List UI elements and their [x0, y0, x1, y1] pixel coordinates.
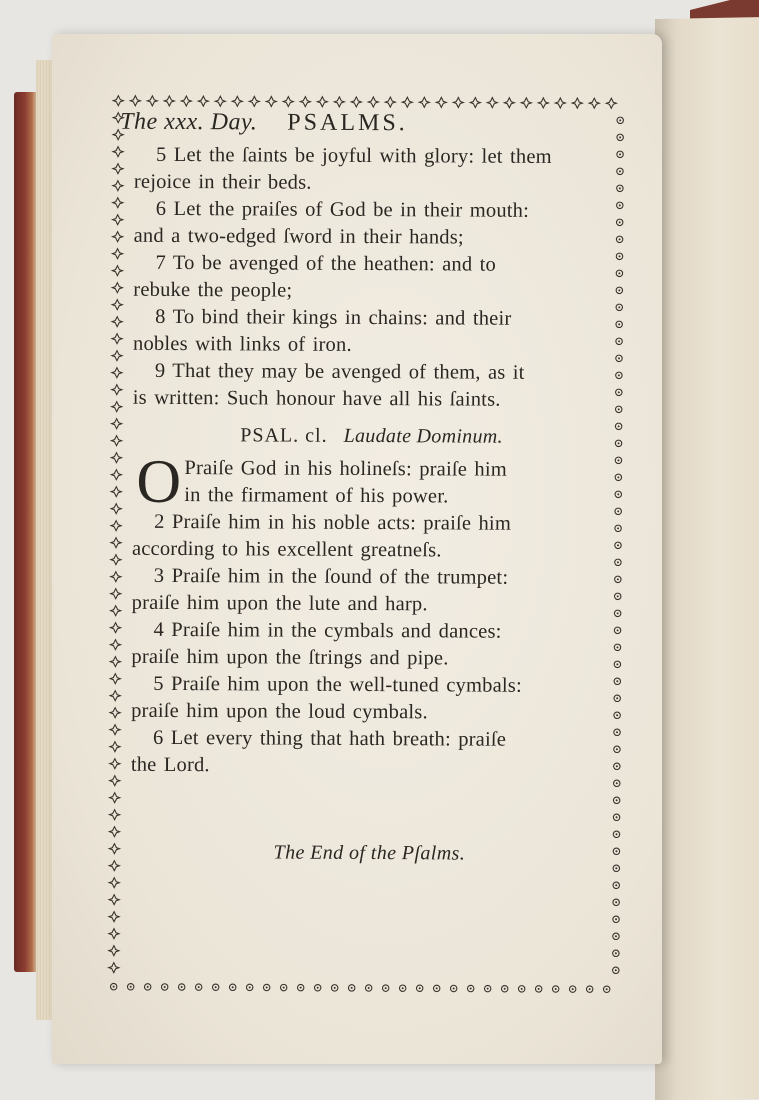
border-ornament: [348, 985, 354, 991]
psalm-150-verse-1: O Praiſe God in his holineſs: praiſe him in the firmament of his power.: [136, 447, 507, 517]
border-ornament: [263, 984, 269, 990]
border-ornament: [616, 355, 622, 361]
border-ornament: [109, 963, 119, 973]
border-ornament: [164, 96, 174, 106]
border-ornament: [617, 168, 623, 174]
border-ornament: [113, 198, 123, 208]
page-text: [120, 108, 612, 866]
border-ornament: [109, 861, 119, 871]
border-ornament: [111, 572, 121, 582]
border-ornament: [399, 985, 405, 991]
border-ornament: [613, 848, 619, 854]
border-ornament: [113, 232, 123, 242]
border-ornament: [110, 657, 120, 667]
border-ornament: [195, 984, 201, 990]
border-ornament: [317, 97, 327, 107]
border-ornament: [334, 97, 344, 107]
border-ornament: [614, 627, 620, 633]
border-ornament: [111, 470, 121, 480]
border-ornament: [614, 661, 620, 667]
border-ornament: [109, 844, 119, 854]
border-ornament: [419, 97, 429, 107]
border-ornament: [109, 827, 119, 837]
border-ornament: [552, 986, 558, 992]
border-ornament: [484, 985, 490, 991]
border-ornament: [144, 984, 150, 990]
border-ornament: [198, 96, 208, 106]
border-ornament: [572, 98, 582, 108]
border-ornament: [109, 929, 119, 939]
border-ornament: [130, 96, 140, 106]
psalm-150-verse-4: 4 Praiſe him in the cymbals and dances: praiſe him upon the ſtrings and pipe.: [131, 618, 502, 670]
border-ornament: [112, 351, 122, 361]
border-ornament: [110, 759, 120, 769]
border-ornament: [518, 986, 524, 992]
border-ornament: [433, 985, 439, 991]
border-ornament: [111, 589, 121, 599]
border-ornament: [616, 253, 622, 259]
border-ornament: [617, 185, 623, 191]
psalm-150-verse-3: 3 Praiſe him in the ſound of the trumpet: praiſe him upon the lute and harp.: [131, 564, 509, 616]
border-ornament: [109, 912, 119, 922]
border-ornament: [615, 491, 621, 497]
border-ornament: [112, 317, 122, 327]
border-ornament: [112, 368, 122, 378]
border-ornament: [614, 644, 620, 650]
border-ornament: [110, 983, 116, 989]
border-ornament: [613, 865, 619, 871]
border-ornament: [111, 623, 121, 633]
border-ornament: [111, 555, 121, 565]
border-ornament: [161, 984, 167, 990]
border-ornament: [616, 236, 622, 242]
border-ornament: [616, 270, 622, 276]
border-ornament: [181, 96, 191, 106]
border-ornament: [365, 985, 371, 991]
border-ornament: [112, 436, 122, 446]
border-ornament: [603, 986, 609, 992]
border-ornament: [616, 338, 622, 344]
border-ornament: [300, 97, 310, 107]
border-ornament: [504, 98, 514, 108]
border-ornament: [111, 538, 121, 548]
border-ornament: [467, 985, 473, 991]
border-ornament: [110, 691, 120, 701]
border-ornament: [113, 215, 123, 225]
border-ornament: [385, 97, 395, 107]
border-ornament: [613, 899, 619, 905]
border-ornament: [112, 402, 122, 412]
border-ornament: [538, 98, 548, 108]
border-ornament: [487, 98, 497, 108]
border-ornament: [110, 725, 120, 735]
border-ornament: [110, 810, 120, 820]
border-ornament: [368, 97, 378, 107]
border-ornament: [617, 202, 623, 208]
border-ornament: [569, 986, 575, 992]
border-ornament: [613, 882, 619, 888]
border-ornament: [382, 985, 388, 991]
border-ornament: [111, 487, 121, 497]
border-ornament: [351, 97, 361, 107]
border-ornament: [614, 763, 620, 769]
border-ornament: [113, 96, 123, 106]
border-ornament: [280, 984, 286, 990]
border-ornament: [615, 508, 621, 514]
psalm-latin-title: Laudate Dominum.: [343, 424, 503, 448]
border-ornament: [113, 164, 123, 174]
ornamental-border-frame: [106, 93, 629, 998]
border-ornament: [613, 933, 619, 939]
border-ornament: [606, 98, 616, 108]
border-ornament: [109, 878, 119, 888]
border-ornament: [616, 219, 622, 225]
border-ornament: [112, 266, 122, 276]
border-ornament: [614, 678, 620, 684]
book-title: PSALMS.: [287, 109, 408, 137]
border-ornament: [615, 423, 621, 429]
border-ornament: [109, 946, 119, 956]
border-ornament: [112, 249, 122, 259]
border-ornament: [615, 457, 621, 463]
border-ornament: [586, 986, 592, 992]
running-header: [120, 109, 612, 139]
border-ornament: [232, 96, 242, 106]
border-ornament: [615, 559, 621, 565]
psalm-150-verse-5: 5 Praiſe him upon the well-tuned cymbals: praiſe him upon the loud cymbals.: [131, 672, 522, 724]
border-ornament: [470, 98, 480, 108]
psalm-149-verse-5: 5 Let the ſaints be joyful with glory: let them rejoice in their beds.: [133, 143, 552, 194]
border-ornament: [615, 525, 621, 531]
psalm-149-verse-7: 7 To be avenged of the heathen: and to rebuke the people;: [133, 251, 497, 302]
border-ornament: [402, 97, 412, 107]
border-ornament: [266, 96, 276, 106]
border-ornament: [616, 389, 622, 395]
border-ornament: [613, 831, 619, 837]
psalm-149-verse-8: 8 To bind their kings in chains: and their nobles with links of iron.: [132, 305, 512, 356]
border-ornament: [297, 984, 303, 990]
border-ornament: [178, 984, 184, 990]
border-ornament: [112, 300, 122, 310]
border-ornament: [246, 984, 252, 990]
border-ornament: [521, 98, 531, 108]
border-ornament: [109, 895, 119, 905]
border-ornament: [589, 98, 599, 108]
border-ornament: [613, 797, 619, 803]
border-ornament: [229, 984, 235, 990]
border-ornament: [147, 96, 157, 106]
border-ornament: [112, 419, 122, 429]
border-ornament: [112, 385, 122, 395]
border-ornament: [283, 97, 293, 107]
border-ornament: [613, 814, 619, 820]
border-ornament: [249, 96, 259, 106]
border-ornament: [111, 521, 121, 531]
border-ornament: [614, 746, 620, 752]
border-ornament: [111, 453, 121, 463]
psalm-149-verse-6: 6 Let the praiſes of God be in their mouth: and a two-edged ſword in their hands;: [133, 197, 530, 249]
border-ornament: [616, 287, 622, 293]
border-ornament: [555, 98, 565, 108]
psalm-150-verse-6: 6 Let every thing that hath breath: praiſe the Lord.: [130, 726, 507, 777]
border-ornament: [615, 440, 621, 446]
border-ornament: [127, 984, 133, 990]
border-ornament: [617, 117, 623, 123]
border-ornament: [615, 576, 621, 582]
border-ornament: [331, 985, 337, 991]
border-ornament: [436, 97, 446, 107]
psalm-150-verse-2: 2 Praiſe him in his noble acts: praiſe him according to his excellent greatneſs.: [131, 510, 512, 562]
border-ornament: [450, 985, 456, 991]
border-ornament: [112, 283, 122, 293]
psalm-149-verse-9: 9 That they may be avenged of them, as it is written: Such honour have all his ſaints.: [132, 359, 525, 411]
border-ornament: [110, 708, 120, 718]
border-ornament: [616, 372, 622, 378]
psalm-number: PSAL. cl.: [240, 424, 328, 447]
border-ornament: [616, 304, 622, 310]
psalm-150-heading: [133, 424, 611, 450]
end-of-psalms-note: The End of the Pſalms.: [273, 841, 466, 865]
border-ornament: [111, 606, 121, 616]
border-ornament: [110, 674, 120, 684]
border-ornament: [215, 96, 225, 106]
border-ornament: [615, 406, 621, 412]
drop-capital: O: [136, 447, 182, 517]
border-ornament: [110, 793, 120, 803]
border-ornament: [616, 321, 622, 327]
border-ornament: [535, 986, 541, 992]
border-ornament: [314, 985, 320, 991]
border-ornament: [617, 151, 623, 157]
border-ornament: [111, 504, 121, 514]
facing-page: [655, 17, 759, 1100]
day-label: The xxx. Day.: [120, 108, 258, 136]
border-ornament: [614, 780, 620, 786]
border-ornament: [614, 712, 620, 718]
border-ornament: [617, 134, 623, 140]
border-ornament: [110, 776, 120, 786]
border-ornament: [614, 729, 620, 735]
border-ornament: [615, 474, 621, 480]
border-ornament: [416, 985, 422, 991]
border-ornament: [113, 147, 123, 157]
border-ornament: [614, 695, 620, 701]
border-ornament: [613, 916, 619, 922]
border-ornament: [613, 967, 619, 973]
border-ornament: [501, 986, 507, 992]
border-ornament: [453, 97, 463, 107]
border-ornament: [614, 610, 620, 616]
border-ornament: [110, 742, 120, 752]
border-ornament: [110, 640, 120, 650]
border-ornament: [113, 181, 123, 191]
border-ornament: [615, 542, 621, 548]
border-ornament: [112, 334, 122, 344]
border-ornament: [212, 984, 218, 990]
border-ornament: [613, 950, 619, 956]
border-ornament: [615, 593, 621, 599]
